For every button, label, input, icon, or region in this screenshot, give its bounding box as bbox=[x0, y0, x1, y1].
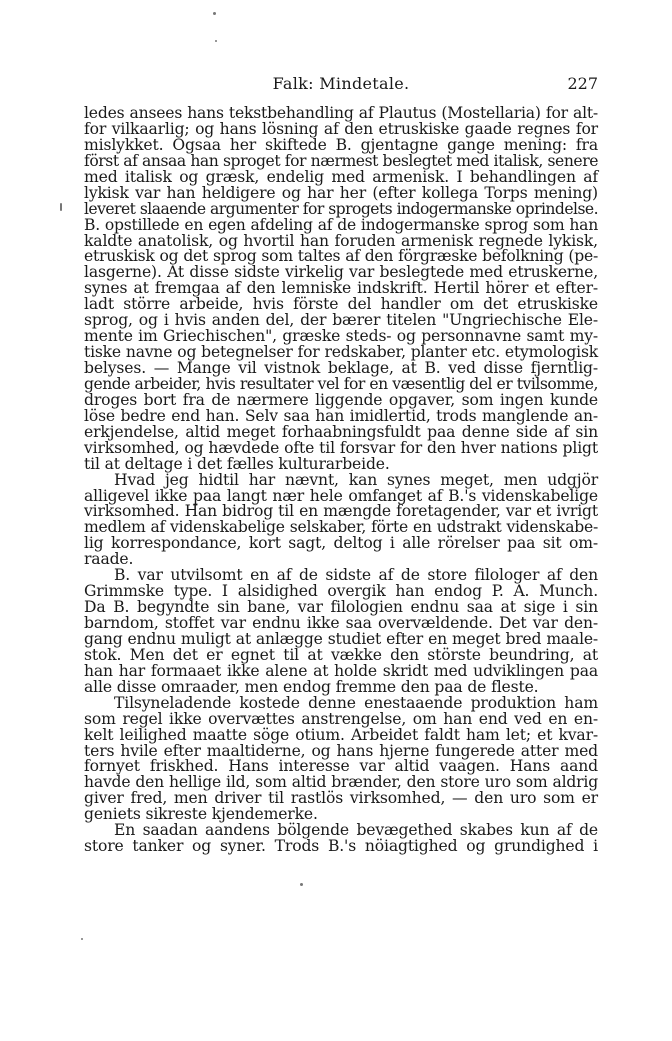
text-line: som regel ikke overvættes anstrengelse, om han end ved en en- bbox=[84, 709, 598, 728]
print-speck bbox=[81, 938, 83, 940]
text-line: stok. Men det er egnet til at vække den störste beundring, at bbox=[84, 645, 598, 664]
text-line: leveret slaaende argumenter for sprogets indogermanske oprindelse. bbox=[84, 199, 598, 218]
body-text bbox=[84, 106, 598, 855]
text-line: han har formaaet ikke alene at holde skridt med udviklingen paa bbox=[84, 661, 598, 680]
running-title: Falk: Mindetale. bbox=[272, 74, 410, 93]
text-line: barndom, stoffet var endnu ikke saa overvældende. Det var den- bbox=[84, 614, 598, 632]
paragraph-start-line: B. var utvilsomt en af de sidste af de store filologer af den bbox=[114, 566, 598, 585]
text-line: etruskisk og det sprog som taltes af den förgræske befolkning (pe- bbox=[84, 247, 598, 266]
text-line: synes at fremgaa af den lemniske indskrift. Hertil hörer et efter- bbox=[84, 279, 598, 298]
text-line: lasgerne). At disse sidste virkelig var beslegtede med etruskerne, bbox=[84, 263, 598, 282]
text-line: tiske navne og betegnelser for redskaber, planter etc. etymologisk bbox=[84, 343, 598, 362]
text-line: til at deltage i det fælles kulturarbeide. bbox=[84, 454, 390, 473]
text-line: mente im Griechischen", græske steds- og personnavne samt my- bbox=[84, 327, 598, 346]
text-line: medlem af videnskabelige selskaber, förte en udstrakt videnskabe- bbox=[84, 518, 598, 537]
text-line: gende arbeider, hvis resultater vel for en væsentlig del er tvilsomme, bbox=[84, 374, 598, 393]
print-speck bbox=[60, 203, 62, 211]
text-line: virksomhed. Han bidrog til en mængde foretagender, var et ivrigt bbox=[84, 502, 598, 521]
text-line: gang endnu muligt at anlægge studiet efter en meget bred maale- bbox=[84, 629, 598, 648]
text-line: lykisk var han heldigere og har her (efter kollega Torps mening) bbox=[84, 183, 598, 202]
text-line: for vilkaarlig; og hans lösning af den etruskiske gaade regnes for bbox=[84, 119, 598, 138]
text-line: B. opstillede en egen afdeling af de indogermanske sprog som han bbox=[84, 215, 598, 234]
text-line: giver fred, men driver til rastlös virksomhed, — den uro som er bbox=[84, 789, 598, 808]
text-line: ters hvile efter maaltiderne, og hans hjerne fungerede atter med bbox=[84, 741, 598, 760]
print-speck bbox=[213, 12, 216, 15]
text-line: belyses. — Mange vil vistnok beklage, at B. ved disse fjerntlig- bbox=[84, 359, 598, 377]
paragraph-start-line: Tilsyneladende kostede denne enestaaende produktion ham bbox=[114, 693, 598, 712]
text-line: geniets sikreste kjendemerke. bbox=[84, 805, 318, 824]
print-speck bbox=[215, 40, 217, 42]
text-line: lig korrespondance, kort sagt, deltog i alle rörelser paa sit om- bbox=[84, 534, 598, 553]
text-line: ledes ansees hans tekstbehandling af Plautus (Mostellaria) for alt- bbox=[84, 104, 598, 122]
page-header bbox=[84, 74, 598, 96]
text-line: sprog, og i hvis anden del, der bærer titelen "Ungriechische Ele- bbox=[84, 311, 598, 330]
text-line: mislykket. Ogsaa her skiftede B. gjentagne gange mening: fra bbox=[84, 135, 598, 154]
page-number: 227 bbox=[567, 74, 598, 93]
text-line: store tanker og syner. Trods B.'s nöiagtighed og grundighed i bbox=[84, 837, 598, 856]
print-speck bbox=[300, 883, 303, 886]
text-line: Da B. begyndte sin bane, var filologien endnu saa at sige i sin bbox=[84, 598, 598, 617]
text-line: raade. bbox=[84, 550, 134, 569]
text-line: alligevel ikke paa langt nær hele omfanget af B.'s videnskabelige bbox=[84, 486, 598, 505]
text-line: med italisk og græsk, endelig med armenisk. I behandlingen af bbox=[84, 167, 598, 186]
text-line: kelt leilighed maatte söge otium. Arbeidet faldt ham let; et kvar- bbox=[84, 725, 598, 744]
text-line: Grimmske type. I alsidighed overgik han endog P. A. Munch. bbox=[84, 582, 598, 601]
text-line: alle disse omraader, men endog fremme den paa de fleste. bbox=[84, 677, 539, 696]
text-line: droges bort fra de nærmere liggende opgaver, som ingen kunde bbox=[84, 390, 598, 409]
text-line: ladt större arbeide, hvis förste del handler om det etruskiske bbox=[84, 295, 598, 314]
text-line: fornyet friskhed. Hans interesse var altid vaagen. Hans aand bbox=[84, 757, 598, 776]
text-line: havde den hellige ild, som altid brænder, den store uro som aldrig bbox=[84, 773, 598, 792]
text-line: först af ansaa han sproget for nærmest beslegtet med italisk, senere bbox=[84, 151, 598, 170]
text-line: erkjendelse, altid meget forhaabningsfuldt paa denne side af sin bbox=[84, 422, 598, 441]
text-line: kaldte anatolisk, og hvortil han foruden armenisk regnede lykisk, bbox=[84, 231, 598, 250]
text-line: virksomhed, og hævdede ofte til forsvar for den hver nations pligt bbox=[84, 438, 598, 457]
paragraph-start-line: En saadan aandens bölgende bevægethed skabes kun af de bbox=[114, 821, 598, 840]
paragraph-start-line: Hvad jeg hidtil har nævnt, kan synes meget, men udgjör bbox=[114, 470, 598, 489]
text-line: löse bedre end han. Selv saa han imidlertid, trods manglende an- bbox=[84, 406, 598, 425]
